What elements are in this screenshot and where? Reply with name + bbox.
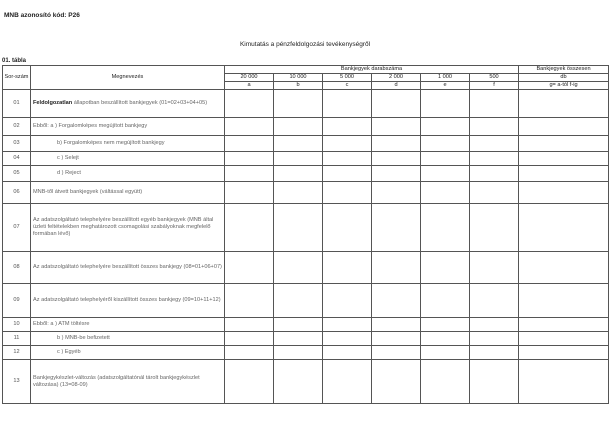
header-denom: 500 <box>470 74 519 82</box>
data-cell[interactable] <box>421 152 470 166</box>
data-cell[interactable] <box>225 152 274 166</box>
data-cell[interactable] <box>225 332 274 346</box>
row-description-text: b) Forgalomképes nem megújított bankjegy <box>57 140 165 146</box>
data-cell[interactable] <box>274 90 323 118</box>
data-cell[interactable] <box>274 332 323 346</box>
row-number: 03 <box>3 136 31 152</box>
data-cell[interactable] <box>323 284 372 318</box>
data-cell[interactable] <box>372 182 421 204</box>
data-cell[interactable] <box>421 252 470 284</box>
row-description <box>31 252 225 284</box>
row-description-text: Az adatszolgáltató telephelyéről kiszállított összes bankjegy (09=10+11+12) <box>33 297 221 303</box>
row-number: 07 <box>3 204 31 252</box>
header-denom: 1 000 <box>421 74 470 82</box>
table-row <box>3 90 609 118</box>
row-description-bold: Feldolgozatlan <box>33 100 73 106</box>
row-description-text: MNB-től átvett bankjegyek (váltással együtt) <box>33 189 143 195</box>
data-cell[interactable] <box>421 346 470 360</box>
data-cell[interactable] <box>372 152 421 166</box>
data-cell[interactable] <box>225 204 274 252</box>
table-row <box>3 182 609 204</box>
data-cell[interactable] <box>421 284 470 318</box>
data-cell[interactable] <box>323 346 372 360</box>
data-cell[interactable] <box>274 182 323 204</box>
data-cell[interactable] <box>519 318 609 332</box>
header-letter: d <box>372 82 421 90</box>
row-description <box>31 182 225 204</box>
data-cell[interactable] <box>470 360 519 404</box>
data-cell[interactable] <box>519 360 609 404</box>
data-cell[interactable] <box>519 204 609 252</box>
table-label: 01. tábla <box>2 58 27 64</box>
row-number: 10 <box>3 318 31 332</box>
data-cell[interactable] <box>421 182 470 204</box>
data-cell[interactable] <box>470 204 519 252</box>
data-cell[interactable] <box>323 182 372 204</box>
row-description <box>31 166 225 182</box>
data-cell[interactable] <box>519 182 609 204</box>
data-cell[interactable] <box>274 346 323 360</box>
row-number: 06 <box>3 182 31 204</box>
row-description <box>31 118 225 136</box>
header-letter: e <box>421 82 470 90</box>
table-row <box>3 332 609 346</box>
data-cell[interactable] <box>323 318 372 332</box>
row-description-text: Az adatszolgáltató telephelyére beszállított összes bankjegy (08=01+06+07) <box>33 264 222 270</box>
data-cell[interactable] <box>372 284 421 318</box>
data-cell[interactable] <box>470 136 519 152</box>
data-cell[interactable] <box>323 152 372 166</box>
row-number: 01 <box>3 90 31 118</box>
data-cell[interactable] <box>519 252 609 284</box>
table-row <box>3 252 609 284</box>
data-cell[interactable] <box>470 166 519 182</box>
header-letter: f <box>470 82 519 90</box>
table-row <box>3 346 609 360</box>
data-cell[interactable] <box>274 136 323 152</box>
data-cell[interactable] <box>519 284 609 318</box>
data-cell[interactable] <box>274 118 323 136</box>
data-cell[interactable] <box>323 332 372 346</box>
table-row <box>3 204 609 252</box>
row-description-text: Ebből: a ) ATM töltésre <box>33 321 90 327</box>
data-cell[interactable] <box>323 90 372 118</box>
header-denom: 20 000 <box>225 74 274 82</box>
data-cell[interactable] <box>274 204 323 252</box>
data-cell[interactable] <box>470 346 519 360</box>
data-cell[interactable] <box>421 166 470 182</box>
data-cell[interactable] <box>470 152 519 166</box>
data-cell[interactable] <box>470 182 519 204</box>
data-cell[interactable] <box>519 166 609 182</box>
data-cell[interactable] <box>274 284 323 318</box>
data-cell[interactable] <box>225 136 274 152</box>
row-description <box>31 204 225 252</box>
row-number: 04 <box>3 152 31 166</box>
data-cell[interactable] <box>225 90 274 118</box>
row-description-text: állapotban beszállított bankjegyek (01=02+03+04+05) <box>72 100 208 106</box>
data-cell[interactable] <box>372 136 421 152</box>
data-cell[interactable] <box>274 166 323 182</box>
data-cell[interactable] <box>519 136 609 152</box>
header-total-group: Bankjegyek összesen <box>519 66 609 74</box>
row-number: 08 <box>3 252 31 284</box>
row-number: 05 <box>3 166 31 182</box>
data-cell[interactable] <box>323 166 372 182</box>
table-row <box>3 284 609 318</box>
report-table <box>2 65 609 404</box>
data-cell[interactable] <box>470 332 519 346</box>
header-total-unit: db <box>519 74 609 82</box>
row-description <box>31 90 225 118</box>
data-cell[interactable] <box>372 332 421 346</box>
header-letter: c <box>323 82 372 90</box>
row-description <box>31 332 225 346</box>
header-denom: 5 000 <box>323 74 372 82</box>
row-description <box>31 318 225 332</box>
data-cell[interactable] <box>519 346 609 360</box>
header-megnevezes: Megnevezés <box>31 66 225 90</box>
data-cell[interactable] <box>225 346 274 360</box>
data-cell[interactable] <box>421 136 470 152</box>
header-letter: b <box>274 82 323 90</box>
header-count-group: Bankjegyek darabszáma <box>225 66 519 74</box>
row-number: 11 <box>3 332 31 346</box>
data-cell[interactable] <box>470 284 519 318</box>
data-cell[interactable] <box>225 252 274 284</box>
mnb-code: MNB azonosító kód: P26 <box>4 12 80 19</box>
data-cell[interactable] <box>323 118 372 136</box>
data-cell[interactable] <box>225 318 274 332</box>
header-sorszam: Sor-szám <box>3 66 31 90</box>
row-description-text: Ebből: a ) Forgalomképes megújított bankjegy <box>33 123 148 129</box>
row-description-text: Az adatszolgáltató telephelyére beszállított egyéb bankjegyek (MNB által üzleti feltételekben meghatározott csomagolási szabályoknak megfelelő formában lévő) <box>33 217 214 237</box>
row-number: 12 <box>3 346 31 360</box>
data-cell[interactable] <box>470 90 519 118</box>
data-cell[interactable] <box>470 318 519 332</box>
data-cell[interactable] <box>225 118 274 136</box>
data-cell[interactable] <box>372 360 421 404</box>
data-cell[interactable] <box>225 360 274 404</box>
data-cell[interactable] <box>323 204 372 252</box>
row-description <box>31 136 225 152</box>
data-cell[interactable] <box>421 332 470 346</box>
header-letter: a <box>225 82 274 90</box>
table-row <box>3 360 609 404</box>
data-cell[interactable] <box>274 360 323 404</box>
data-cell[interactable] <box>421 318 470 332</box>
table-row <box>3 166 609 182</box>
data-cell[interactable] <box>421 118 470 136</box>
data-cell[interactable] <box>323 136 372 152</box>
data-cell[interactable] <box>519 118 609 136</box>
data-cell[interactable] <box>421 90 470 118</box>
row-description <box>31 152 225 166</box>
row-description <box>31 360 225 404</box>
data-cell[interactable] <box>274 252 323 284</box>
data-cell[interactable] <box>421 360 470 404</box>
data-cell[interactable] <box>372 166 421 182</box>
data-cell[interactable] <box>274 318 323 332</box>
data-cell[interactable] <box>470 118 519 136</box>
data-cell[interactable] <box>225 166 274 182</box>
header-denom: 2 000 <box>372 74 421 82</box>
data-cell[interactable] <box>372 318 421 332</box>
data-cell[interactable] <box>274 152 323 166</box>
table-row <box>3 118 609 136</box>
data-cell[interactable] <box>323 360 372 404</box>
data-cell[interactable] <box>372 204 421 252</box>
row-description-text: Bankjegykészlet-változás (adatszolgáltatónál tárolt bankjegykészlet változása) (13=08-09) <box>33 374 200 388</box>
table-row <box>3 136 609 152</box>
data-cell[interactable] <box>372 252 421 284</box>
data-cell[interactable] <box>421 204 470 252</box>
row-number: 13 <box>3 360 31 404</box>
table-row <box>3 152 609 166</box>
row-description-text: c ) Egyéb <box>57 349 81 355</box>
data-cell[interactable] <box>519 332 609 346</box>
row-number: 09 <box>3 284 31 318</box>
header-total-letter: g= a-tól f-ig <box>519 82 609 90</box>
data-cell[interactable] <box>372 118 421 136</box>
row-description-text: b ) MNB-be befizetett <box>57 335 110 341</box>
row-number: 02 <box>3 118 31 136</box>
row-description <box>31 346 225 360</box>
data-cell[interactable] <box>225 182 274 204</box>
data-cell[interactable] <box>519 152 609 166</box>
data-cell[interactable] <box>372 90 421 118</box>
data-cell[interactable] <box>225 284 274 318</box>
header-denom: 10 000 <box>274 74 323 82</box>
data-cell[interactable] <box>323 252 372 284</box>
page-title: Kimutatás a pénzfeldolgozási tevékenységről <box>239 41 371 48</box>
table-row <box>3 318 609 332</box>
row-description-text: c ) Selejt <box>57 155 79 161</box>
row-description-text: d ) Reject <box>57 170 81 176</box>
data-cell[interactable] <box>372 346 421 360</box>
data-cell[interactable] <box>470 252 519 284</box>
data-cell[interactable] <box>519 90 609 118</box>
row-description <box>31 284 225 318</box>
